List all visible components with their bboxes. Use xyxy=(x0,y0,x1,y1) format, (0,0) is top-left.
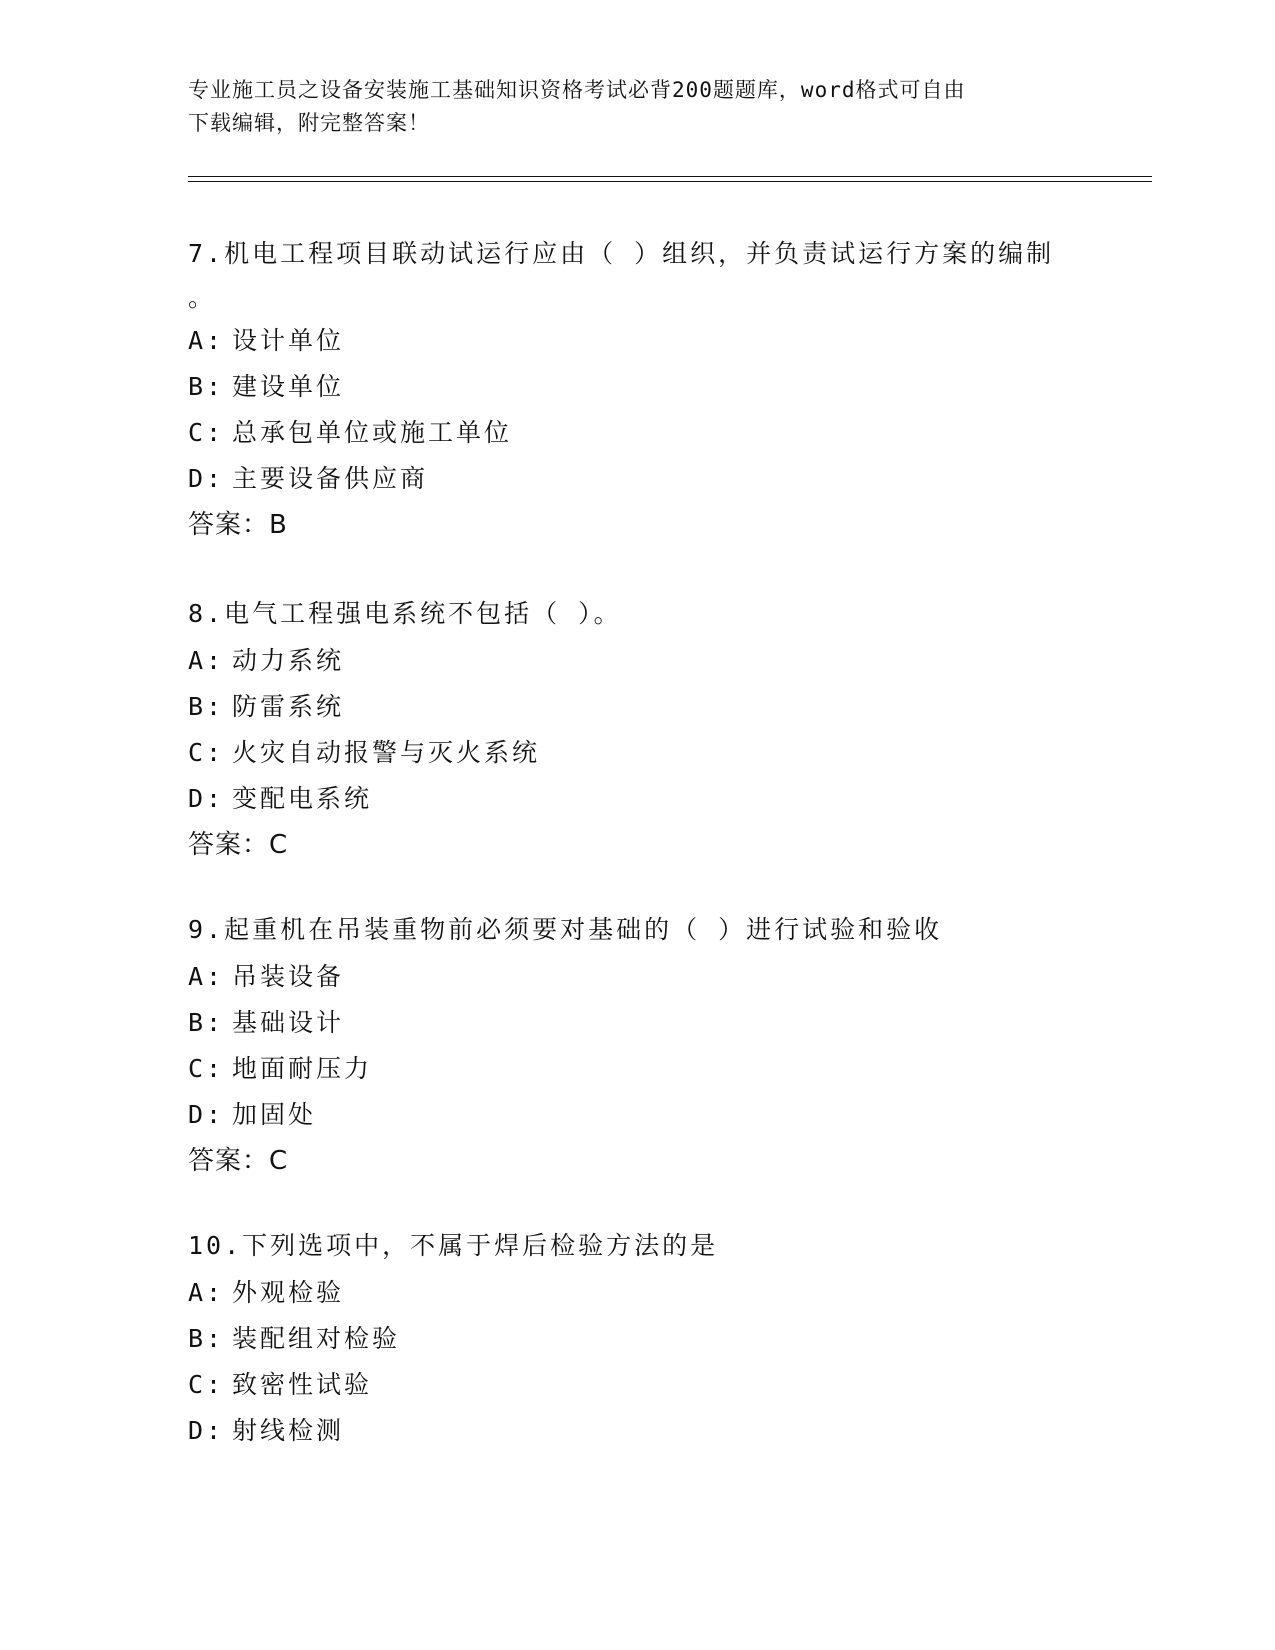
option-text: 总承包单位或施工单位 xyxy=(232,418,513,447)
option-b xyxy=(188,684,1088,730)
option-letter: C: xyxy=(188,418,225,447)
option-a xyxy=(188,318,1088,364)
option-b xyxy=(188,1316,1088,1362)
option-letter: B: xyxy=(188,372,225,401)
option-d xyxy=(188,456,1088,502)
question-7 xyxy=(188,230,1088,548)
option-letter: D: xyxy=(188,1416,225,1445)
answer-line: 答案：C xyxy=(188,1146,289,1176)
question-10 xyxy=(188,1222,1088,1454)
header-line-1: 专业施工员之设备安装施工基础知识资格考试必背200题题库，word格式可自由 xyxy=(188,78,966,102)
option-c xyxy=(188,1362,1088,1408)
option-text: 变配电系统 xyxy=(232,784,373,813)
option-c xyxy=(188,1046,1088,1092)
option-letter: B: xyxy=(188,1324,225,1353)
option-d xyxy=(188,776,1088,822)
option-text: 吊装设备 xyxy=(232,962,345,991)
option-letter: B: xyxy=(188,692,225,721)
option-letter: A: xyxy=(188,962,225,991)
question-stem-continuation: 。 xyxy=(188,283,214,312)
question-stem: 7.机电工程项目联动试运行应由（ ）组织，并负责试运行方案的编制 xyxy=(188,239,1055,268)
option-letter: C: xyxy=(188,1054,225,1083)
option-c xyxy=(188,410,1088,456)
question-stem: 8.电气工程强电系统不包括（ ）。 xyxy=(188,599,622,628)
option-text: 建设单位 xyxy=(232,372,345,401)
header-rule-bottom xyxy=(188,181,1152,182)
option-letter: D: xyxy=(188,784,225,813)
option-text: 主要设备供应商 xyxy=(232,464,429,493)
option-b xyxy=(188,364,1088,410)
option-text: 火灾自动报警与灭火系统 xyxy=(232,738,541,767)
option-text: 基础设计 xyxy=(232,1008,345,1037)
option-letter: C: xyxy=(188,1370,225,1399)
option-letter: A: xyxy=(188,646,225,675)
option-letter: D: xyxy=(188,1100,225,1129)
answer-line: 答案：B xyxy=(188,510,288,540)
option-letter: A: xyxy=(188,1278,225,1307)
option-b xyxy=(188,1000,1088,1046)
answer-line: 答案：C xyxy=(188,830,289,860)
option-text: 设计单位 xyxy=(232,326,345,355)
option-letter: B: xyxy=(188,1008,225,1037)
option-d xyxy=(188,1408,1088,1454)
option-letter: D: xyxy=(188,464,225,493)
option-c xyxy=(188,730,1088,776)
option-text: 装配组对检验 xyxy=(232,1324,401,1353)
question-9 xyxy=(188,906,1088,1184)
option-text: 防雷系统 xyxy=(232,692,345,721)
option-d xyxy=(188,1092,1088,1138)
option-letter: A: xyxy=(188,326,225,355)
option-text: 外观检验 xyxy=(232,1278,345,1307)
option-text: 加固处 xyxy=(232,1100,317,1129)
header-line-2: 下载编辑，附完整答案！ xyxy=(188,111,430,135)
option-text: 动力系统 xyxy=(232,646,345,675)
option-a xyxy=(188,954,1088,1000)
option-letter: C: xyxy=(188,738,225,767)
option-text: 射线检测 xyxy=(232,1416,345,1445)
header-rule-top xyxy=(188,176,1152,177)
option-a xyxy=(188,638,1088,684)
question-stem: 9.起重机在吊装重物前必须要对基础的（ ）进行试验和验收 xyxy=(188,915,943,944)
option-a xyxy=(188,1270,1088,1316)
document-header xyxy=(188,74,1068,140)
question-stem: 10.下列选项中，不属于焊后检验方法的是 xyxy=(188,1231,719,1260)
option-text: 地面耐压力 xyxy=(232,1054,373,1083)
option-text: 致密性试验 xyxy=(232,1370,373,1399)
question-8 xyxy=(188,590,1088,868)
